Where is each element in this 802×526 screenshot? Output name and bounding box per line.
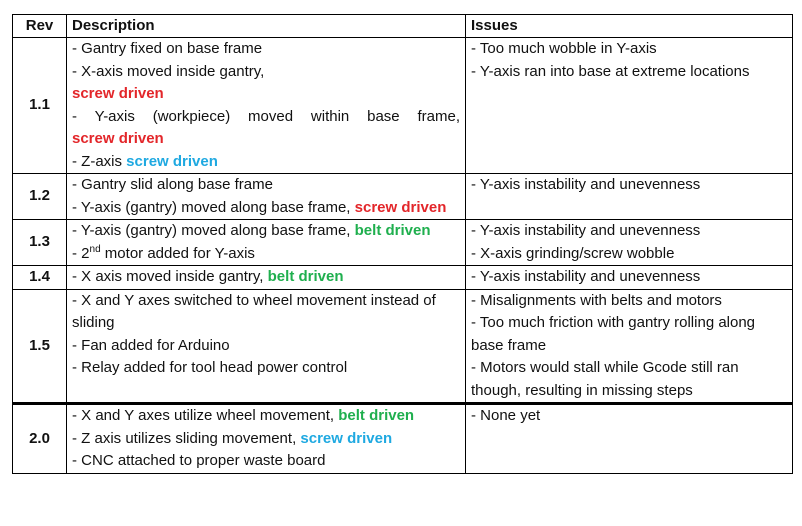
issue-line: - Motors would stall while Gcode still ran though, resulting in missing steps [471,359,739,399]
description-cell [67,174,466,220]
description-text: - Y-axis (gantry) moved along base frame, [72,222,355,239]
description-text: motor added for Y-axis [100,244,255,262]
table-row [13,289,793,404]
table-header-row [13,15,793,38]
issues-cell [466,220,793,266]
description-line [72,151,460,174]
belt-driven-label: belt driven [354,222,431,239]
issue-line: - X-axis grinding/screw wobble [471,244,675,262]
issue-line: - Y-axis instability and unevenness [471,268,701,285]
belt-driven-label: belt driven [338,407,415,424]
table-row [13,174,793,220]
header-rev: Rev [13,15,67,38]
issues-cell [466,404,793,474]
description-text: - 2 [72,244,90,262]
belt-driven-label: belt driven [267,268,344,285]
header-description: Description [67,15,466,38]
issues-cell [466,266,793,290]
issue-line: - Y-axis instability and unevenness [471,176,701,193]
issue-line: - None yet [471,407,541,424]
header-issues: Issues [466,15,793,38]
ordinal-suffix: nd [89,243,101,255]
table-row [13,266,793,290]
rev-number: 2.0 [13,404,67,474]
screw-driven-label: screw driven [72,130,164,147]
description-cell [67,220,466,266]
description-line: - X and Y axes switched to wheel movement instead of sliding [72,291,436,331]
rev-number: 1.4 [13,266,67,290]
issues-cell [466,38,793,174]
rev-number: 1.3 [13,220,67,266]
description-line: - CNC attached to proper waste board [72,452,326,469]
issue-line: - Misalignments with belts and motors [471,291,722,309]
issue-line: - Y-axis ran into base at extreme locations [471,62,750,80]
screw-driven-label: screw driven [72,85,164,102]
description-line: - Gantry slid along base frame [72,176,273,193]
rev-number: 1.1 [13,38,67,174]
description-line: - Y-axis (workpiece) moved within base frame, [72,107,460,125]
issues-cell [466,174,793,220]
table-row [13,38,793,174]
screw-driven-label: screw driven [300,429,393,447]
description-line [72,405,460,428]
description-cell [67,404,466,474]
issue-line: - Too much friction with gantry rolling along base frame [471,314,756,354]
description-text: - X and Y axes utilize wheel movement, [72,407,339,424]
rev-number: 1.5 [13,289,67,404]
description-line: - Gantry fixed on base frame [72,40,263,57]
screw-driven-label: screw driven [354,198,447,216]
table-row [13,220,793,266]
table-row [13,404,793,474]
rev-number: 1.2 [13,174,67,220]
issue-line: - Y-axis instability and unevenness [471,222,701,239]
description-line [72,428,460,451]
description-cell [67,266,466,290]
description-line [72,220,460,243]
revision-table [12,14,793,474]
description-cell [67,38,466,174]
description-text: - Z-axis [72,152,127,170]
description-text: - Z axis utilizes sliding movement, [72,429,301,447]
screw-driven-label: screw driven [126,152,218,170]
issue-line: - Too much wobble in Y-axis [471,40,657,57]
issues-cell [466,289,793,404]
description-line: - Fan added for Arduino [72,336,230,354]
description-line: - Relay added for tool head power control [72,359,348,376]
description-text: - Y-axis (gantry) moved along base frame, [72,198,355,216]
description-cell [67,289,466,404]
description-text: - X axis moved inside gantry, [72,268,268,285]
description-line [72,243,460,266]
description-line: - X-axis moved inside gantry, [72,62,265,80]
